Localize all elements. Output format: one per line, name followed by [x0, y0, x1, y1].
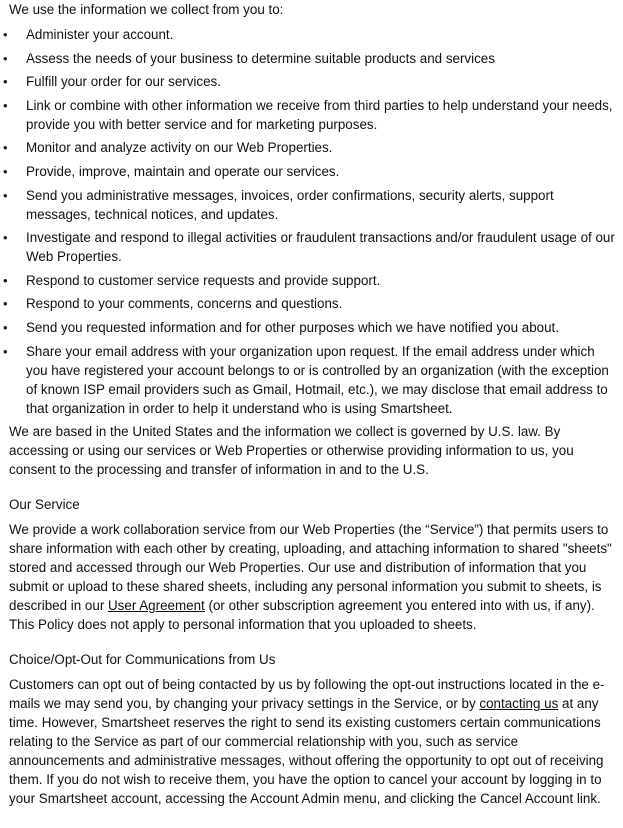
list-item: • Send you administrative messages, invoices, order confirmations, security alerts, support messages, technical notices, and updates.: [9, 186, 617, 224]
opt-out-heading: Choice/Opt-Out for Communications from Us: [9, 652, 276, 668]
list-item: • Send you requested information and for other purposes which we have notified you about.: [9, 318, 617, 337]
us-law-paragraph: We are based in the United States and the information we collect is governed by U.S. law. By accessing or using our services or Web Properties or otherwise providing information to us, you consent to the processing and transfer of information in and to the U.S.: [9, 424, 574, 478]
list-item: • Share your email address with your organization upon request. If the email address under which you have registered your account belongs to or is controlled by an organization (with the exception of known ISP email providers such as Gmail, Hotmail, etc.), we may disclose that email address to that organization in order to help it understand who is using Smartsheet.: [9, 342, 617, 418]
opt-out-text-before: Customers can opt out of being contacted by us by following the opt-out instructions located in the e-mails we may send you, by changing your privacy settings in the Service, or by: [9, 677, 605, 712]
opt-out-text-after: at any time. However, Smartsheet reserves the right to send its existing customers certain communications relating to the Service as part of our commercial relationship with you, such as service announcements and administrative messages, without offering the opportunity to opt out of receiving them. If you do not wish to receive them, you have the option to cancel your account by logging in to your Smartsheet account, accessing the Account Admin menu, and clicking the Cancel Account link.: [9, 696, 604, 807]
list-item: • Link or combine with other information we receive from third parties to help understand your needs, provide you with better service and for marketing purposes.: [9, 96, 617, 134]
list-item: • Provide, improve, maintain and operate our services.: [9, 162, 617, 181]
list-item: • Monitor and analyze activity on our Web Properties.: [9, 138, 617, 157]
our-service-paragraph: [9, 520, 617, 634]
uses-list: [9, 25, 617, 418]
list-item: • Respond to customer service requests and provide support.: [9, 271, 617, 290]
contacting-us-link[interactable]: contacting us: [479, 696, 559, 712]
our-service-text-after: (or other subscription agreement you entered into with us, if any). This Policy does not apply to personal information that you uploaded to sheets.: [9, 598, 595, 633]
list-item: • Respond to your comments, concerns and questions.: [9, 294, 617, 313]
our-service-heading: Our Service: [9, 497, 80, 513]
list-item: • Administer your account.: [9, 25, 617, 44]
list-item: • Fulfill your order for our services.: [9, 72, 617, 91]
user-agreement-link[interactable]: User Agreement: [108, 598, 205, 614]
our-service-text-before: We provide a work collaboration service from our Web Properties (the “Service”) that permits users to share information with each other by creating, uploading, and attaching information to shared "sheets" stored and accessed through our Web Properties. Our use and distribution of information that you submit or upload to these shared sheets, including any personal information you submit to sheets, is described in our: [9, 522, 612, 614]
list-item: • Assess the needs of your business to determine suitable products and services: [9, 49, 617, 68]
list-item: • Investigate and respond to illegal activities or fraudulent transactions and/or fraudulent usage of our Web Properties.: [9, 228, 617, 266]
uses-intro: We use the information we collect from you to:: [9, 2, 284, 17]
opt-out-paragraph: [9, 675, 617, 808]
